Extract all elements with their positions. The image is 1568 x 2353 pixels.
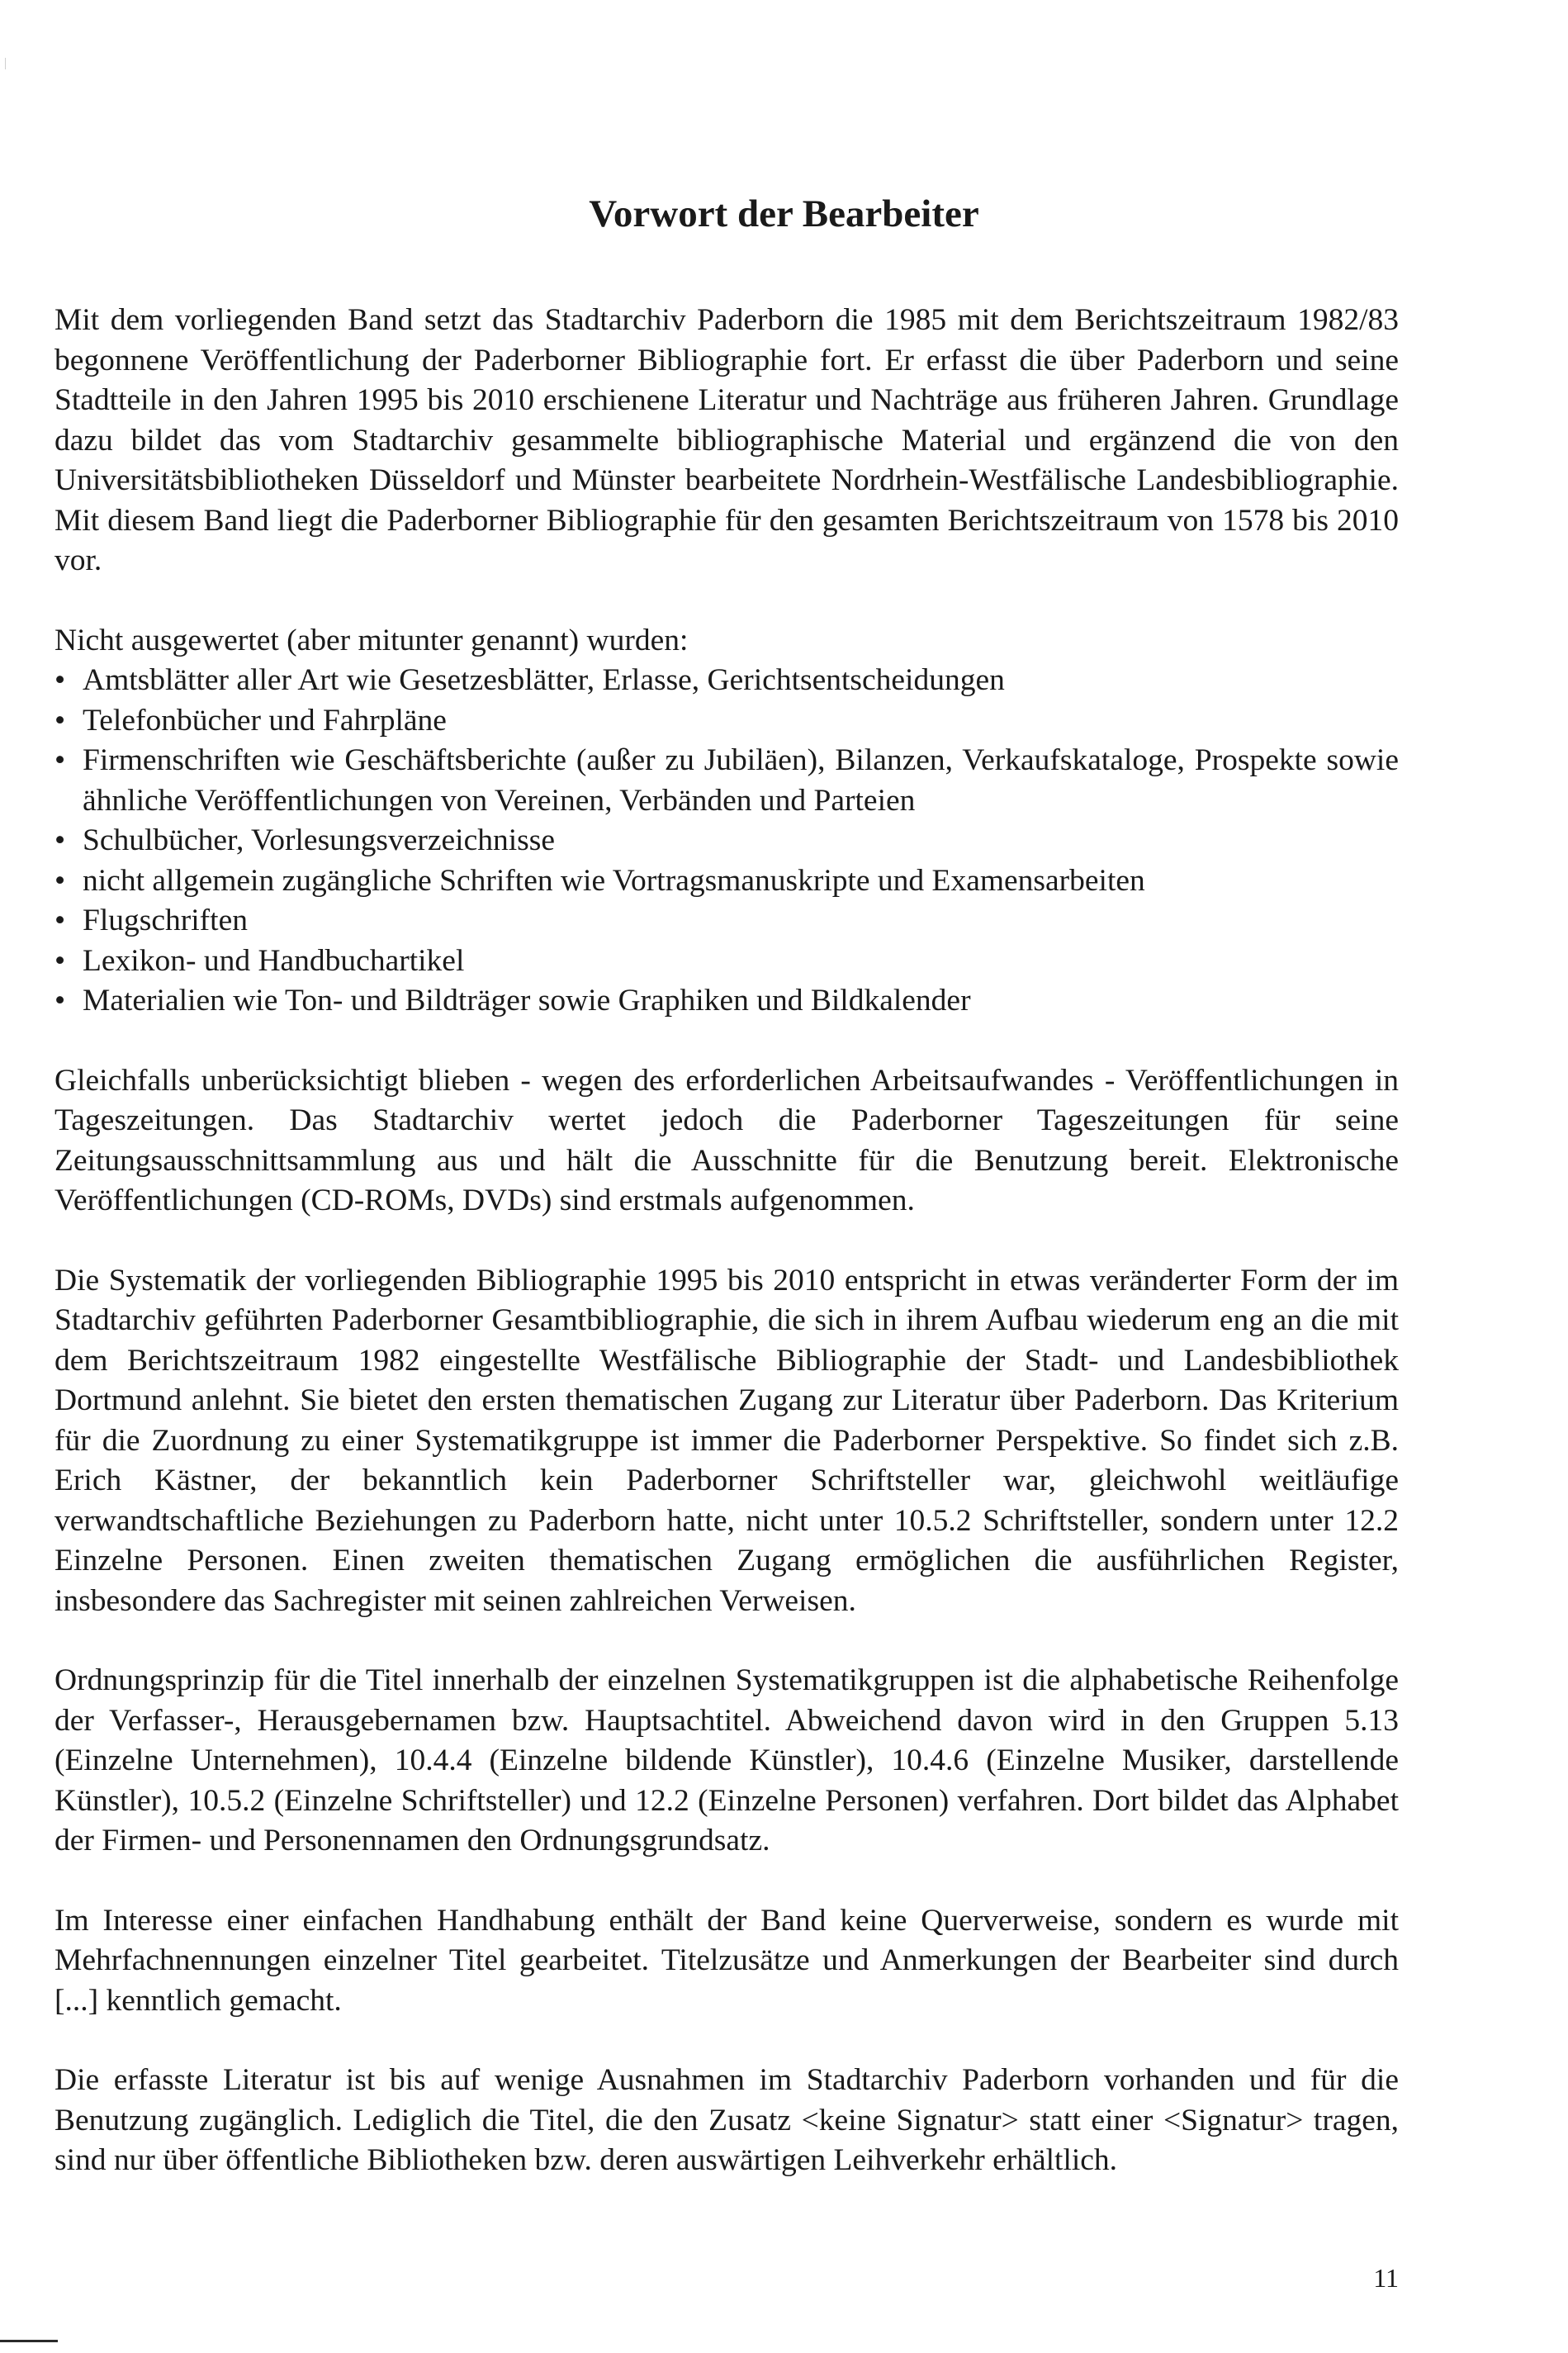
- list-item: • Amtsblätter aller Art wie Gesetzesblätter, Erlasse, Gerichtsentscheidungen: [54, 661, 1399, 701]
- paragraph-newspapers: Gleichfalls unberücksichtigt blieben - wegen des erforderlichen Arbeitsaufwandes - Veröffentlichungen in Tageszeitungen. Das Stadtarchiv wertet jedoch die Paderborner Tageszeitungen für seine Zeitungsausschnittsammlung aus und hält die Ausschnitte für die Benutzung bereit. Elektronische Veröffentlichungen (CD-ROMs, DVDs) sind erstmals aufgenommen.: [54, 1063, 1399, 1217]
- bullet-icon: •: [54, 663, 66, 697]
- list-item: • Lexikon- und Handbuchartikel: [54, 942, 1399, 982]
- list-intro: Nicht ausgewertet (aber mitunter genannt) wurden:: [54, 623, 689, 657]
- page-number: 11: [1373, 2263, 1399, 2293]
- scan-artifact: [0, 2340, 58, 2342]
- list-item: • Firmenschriften wie Geschäftsberichte (außer zu Jubiläen), Bilanzen, Verkaufskataloge, Prospekte sowie ähnliche Veröffentlichungen von Vereinen, Verbänden und Parteien: [54, 741, 1399, 821]
- paragraph-handling: Im Interesse einer einfachen Handhabung enthält der Band keine Querverweise, sondern es wurde mit Mehrfachnennungen einzelner Titel gearbeitet. Titelzusätze und Anmerkungen der Bearbeiter sind durch [...] kenntlich gemacht.: [54, 1903, 1399, 2018]
- list-item: • nicht allgemein zugängliche Schriften wie Vortragsmanuskripte und Examensarbeiten: [54, 861, 1399, 902]
- paragraph-intro: Mit dem vorliegenden Band setzt das Stadtarchiv Paderborn die 1985 mit dem Berichtszeitraum 1982/83 begonnene Veröffentlichung der Paderborner Bibliographie fort. Er erfasst die über Paderborn und seine Stadtteile in den Jahren 1995 bis 2010 erschienene Literatur und Nachträge aus früheren Jahren. Grundlage dazu bildet das vom Stadtarchiv gesammelte bibliographische Material und ergänzend die von den Universitätsbibliotheken Düsseldorf und Münster bearbeitete Nordrhein-Westfälische Landesbibliographie. Mit diesem Band liegt die Paderborner Bibliographie für den gesamten Berichtszeitraum von 1578 bis 2010 vor.: [54, 303, 1399, 577]
- list-item: • Telefonbücher und Fahrpläne: [54, 701, 1399, 742]
- bullet-icon: •: [54, 863, 66, 898]
- list-item: • Materialien wie Ton- und Bildträger sowie Graphiken und Bildkalender: [54, 981, 1399, 1022]
- bullet-icon: •: [54, 823, 66, 857]
- paragraph-systematics: Die Systematik der vorliegenden Bibliographie 1995 bis 2010 entspricht in etwas veränderter Form der im Stadtarchiv geführten Paderborner Gesamtbibliographie, die sich in ihrem Aufbau wiederum eng an die mit dem Berichtszeitraum 1982 eingestellte Westfälische Bibliographie der Stadt- und Landesbibliothek Dortmund anlehnt. Sie bietet den ersten thematischen Zugang zur Literatur über Paderborn. Das Kriterium für die Zuordnung zu einer Systematikgruppe ist immer die Paderborner Perspektive. So findet sich z.B. Erich Kästner, der bekanntlich kein Paderborner Schriftsteller war, gleichwohl weitläufige verwandtschaftliche Beziehungen zu Paderborn hatte, nicht unter 10.5.2 Schriftsteller, sondern unter 12.2 Einzelne Personen. Einen zweiten thematischen Zugang ermöglichen die ausführlichen Register, insbesondere das Sachregister mit seinen zahlreichen Verweisen.: [54, 1263, 1399, 1618]
- paragraph-availability: Die erfasste Literatur ist bis auf wenige Ausnahmen im Stadtarchiv Paderborn vorhanden und für die Benutzung zugänglich. Lediglich die Titel, die den Zusatz <keine Signatur> statt einer <Signatur> tragen, sind nur über öffentliche Bibliotheken bzw. deren auswärtigen Leihverkehr erhältlich.: [54, 2063, 1399, 2177]
- scan-artifact: [5, 58, 6, 69]
- list-item: • Flugschriften: [54, 901, 1399, 942]
- bullet-icon: •: [54, 943, 66, 978]
- body-text: [54, 301, 1399, 2221]
- bullet-icon: •: [54, 743, 66, 777]
- exclusion-list: [54, 661, 1399, 1022]
- page-title: Vorwort der Bearbeiter: [589, 192, 979, 235]
- bullet-icon: •: [54, 703, 66, 738]
- bullet-icon: •: [54, 904, 66, 937]
- list-item: • Schulbücher, Vorlesungsverzeichnisse: [54, 821, 1399, 861]
- bullet-icon: •: [54, 984, 66, 1018]
- paragraph-ordering: Ordnungsprinzip für die Titel innerhalb der einzelnen Systematikgruppen ist die alphabetische Reihenfolge der Verfasser-, Herausgebernamen bzw. Hauptsachtitel. Abweichend davon wird in den Gruppen 5.13 (Einzelne Unternehmen), 10.4.4 (Einzelne bildende Künstler), 10.4.6 (Einzelne Musiker, darstellende Künstler), 10.5.2 (Einzelne Schriftsteller) und 12.2 (Einzelne Personen) verfahren. Dort bildet das Alphabet der Firmen- und Personennamen den Ordnungsgrundsatz.: [54, 1663, 1399, 1857]
